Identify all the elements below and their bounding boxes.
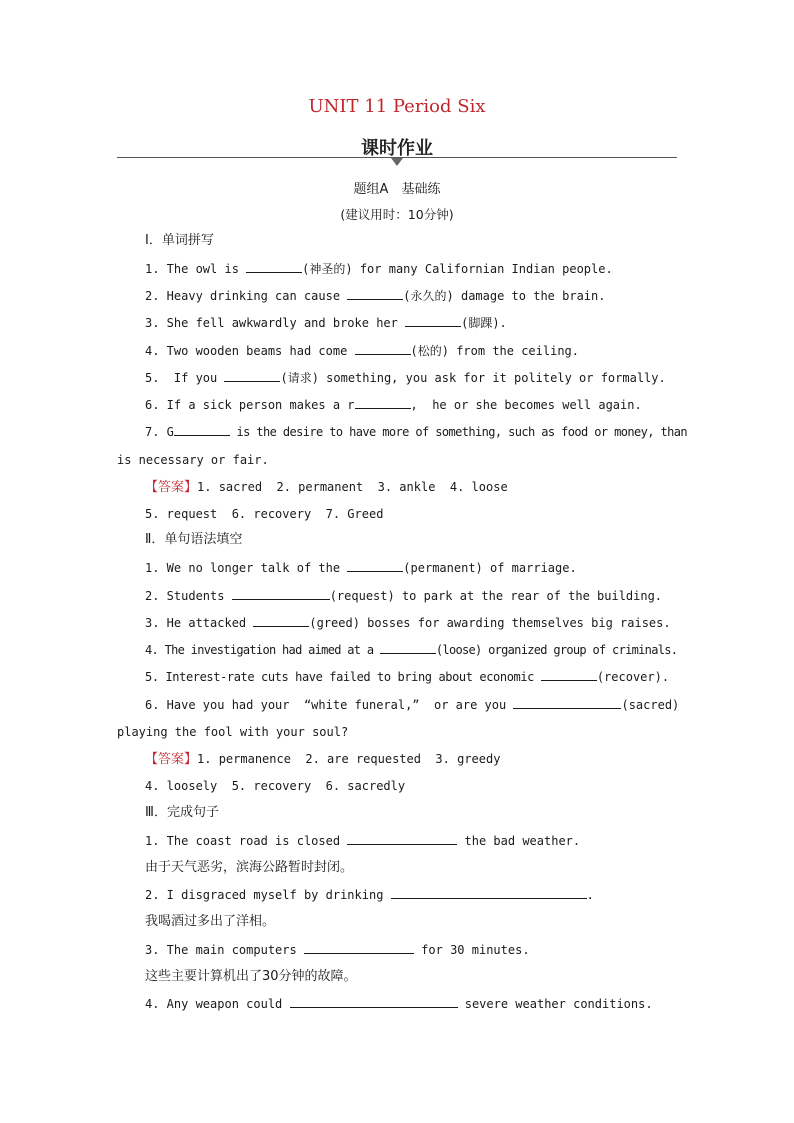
question-2-3: 3. He attacked (greed) bosses for awarding themselves big raises. <box>145 616 671 630</box>
answer-blank <box>391 887 587 899</box>
question-3-1: 1. The coast road is closed the bad weather. <box>145 834 581 848</box>
question-3-3-translation: 这些主要计算机出了30分钟的故障。 <box>145 969 357 984</box>
time-note: (建议用时：10分钟) <box>340 207 454 222</box>
question-1-3: 3. She fell awkwardly and broke her (脚踝). <box>145 316 507 330</box>
answer-blank <box>405 315 461 327</box>
question-1-5: 5. If you (请求) something, you ask for it politely or formally. <box>145 371 666 385</box>
exercise-group-label: 题组A 基础练 <box>353 182 441 197</box>
answer-blank <box>513 697 621 709</box>
question-3-2: 2. I disgraced myself by drinking . <box>145 888 594 902</box>
answers-1-continued: 5. request 6. recovery 7. Greed <box>145 507 384 521</box>
answer-blank <box>355 343 411 355</box>
answer-blank <box>355 397 411 409</box>
answer-tag: 【答案】 <box>145 480 198 495</box>
answer-blank <box>541 669 597 681</box>
question-1-6: 6. If a sick person makes a r , he or she becomes well again. <box>145 398 642 412</box>
answers-2-continued: 4. loosely 5. recovery 6. sacredly <box>145 779 406 793</box>
answers-2: 【答案】1. permanence 2. are requested 3. greedy <box>145 752 501 767</box>
answer-blank <box>246 261 302 273</box>
question-1-1: 1. The owl is (神圣的) for many Californian Indian people. <box>145 262 613 276</box>
section-1-heading: Ⅰ．单词拼写 <box>145 233 214 248</box>
question-2-5: 5. Interest-rate cuts have failed to bring about economic (recover). <box>145 670 670 684</box>
question-2-6-continued: playing the fool with your soul? <box>117 725 349 739</box>
question-1-7: 7. G is the desire to have more of something, such as food or money, than <box>145 425 688 439</box>
question-2-2: 2. Students (request) to park at the rear of the building. <box>145 589 663 603</box>
section-2-heading: Ⅱ．单句语法填空 <box>145 532 243 547</box>
question-2-1: 1. We no longer talk of the (permanent) of marriage. <box>145 561 577 575</box>
answer-blank <box>380 642 436 654</box>
answer-blank <box>290 996 458 1008</box>
question-3-2-translation: 我喝酒过多出了洋相。 <box>145 914 276 929</box>
question-2-4: 4. The investigation had aimed at a (loose) organized group of criminals. <box>145 643 678 657</box>
triangle-marker-icon <box>391 158 403 166</box>
answer-blank <box>347 833 457 845</box>
question-2-6: 6. Have you had your “white funeral,” or are you (sacred) <box>145 698 680 712</box>
answer-tag: 【答案】 <box>145 752 198 767</box>
question-1-2: 2. Heavy drinking can cause (永久的) damage to the brain. <box>145 289 606 303</box>
question-1-4: 4. Two wooden beams had come (松的) from the ceiling. <box>145 344 580 358</box>
question-1-7-continued: is necessary or fair. <box>117 453 269 467</box>
answer-blank <box>174 424 230 436</box>
answer-blank <box>347 288 403 300</box>
answer-blank <box>253 615 309 627</box>
answer-blank <box>224 370 280 382</box>
answer-blank <box>304 942 414 954</box>
answers-1: 【答案】1. sacred 2. permanent 3. ankle 4. loose <box>145 480 508 495</box>
question-3-1-translation: 由于天气恶劣，滨海公路暂时封闭。 <box>145 860 354 875</box>
question-3-4: 4. Any weapon could severe weather conditions. <box>145 997 653 1011</box>
page-title: UNIT 11 Period Six <box>308 96 486 117</box>
section-3-heading: Ⅲ．完成句子 <box>145 805 219 820</box>
page-subtitle: 课时作业 <box>361 138 433 159</box>
answer-blank <box>232 588 330 600</box>
question-3-3: 3. The main computers for 30 minutes. <box>145 943 530 957</box>
answer-blank <box>347 560 403 572</box>
